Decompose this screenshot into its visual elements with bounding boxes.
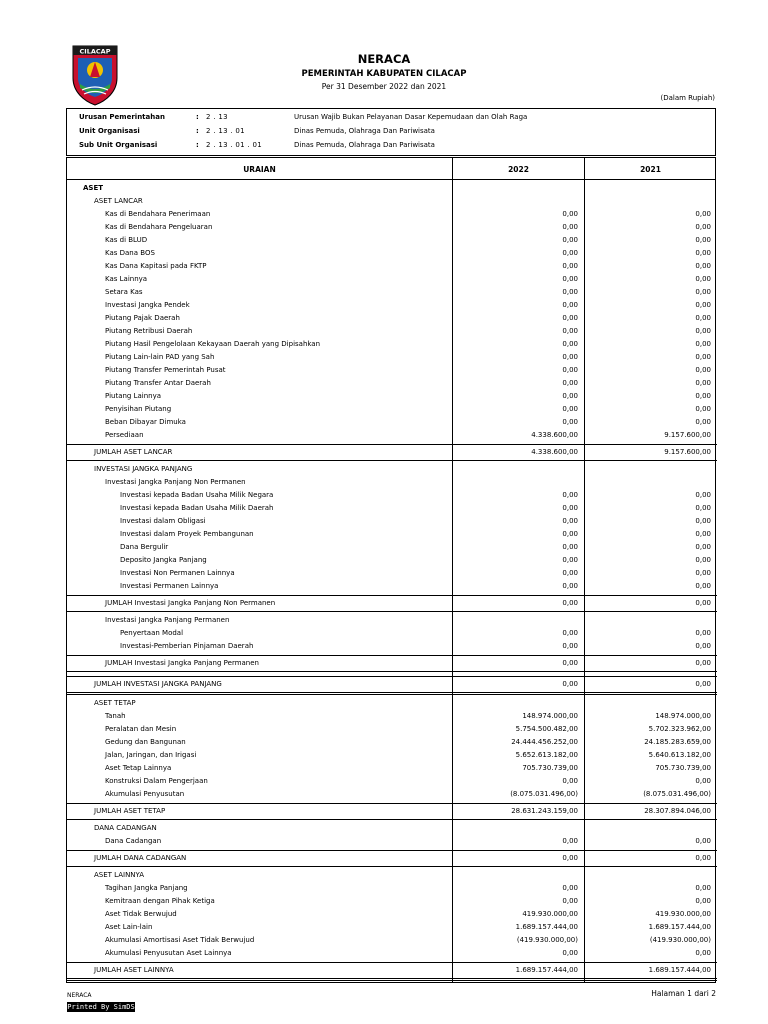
value-2022: 0,00 bbox=[562, 659, 578, 667]
table-row bbox=[67, 908, 717, 921]
row-label: JUMLAH INVESTASI JANGKA PANJANG bbox=[94, 680, 222, 688]
value-2021: 0,00 bbox=[695, 897, 711, 905]
info-row-unit bbox=[67, 127, 715, 141]
info-colon: : bbox=[196, 127, 199, 135]
row-label: Beban Dibayar Dimuka bbox=[105, 418, 186, 426]
value-2022: 0,00 bbox=[562, 379, 578, 387]
value-2021: 0,00 bbox=[695, 249, 711, 257]
value-2021: 1.689.157.444,00 bbox=[648, 966, 711, 974]
row-label: Piutang Lain-lain PAD yang Sah bbox=[105, 353, 215, 361]
table-row bbox=[67, 835, 717, 848]
value-2022: 0,00 bbox=[562, 854, 578, 862]
value-2022: 0,00 bbox=[562, 392, 578, 400]
row-label: ASET TETAP bbox=[94, 699, 136, 707]
value-2021: 705.730.739,00 bbox=[655, 764, 711, 772]
table-total-row bbox=[67, 852, 717, 865]
row-separator bbox=[67, 980, 717, 981]
row-label: Deposito Jangka Panjang bbox=[120, 556, 207, 564]
table-row bbox=[67, 580, 717, 593]
value-2021: 0,00 bbox=[695, 288, 711, 296]
value-2021: 0,00 bbox=[695, 301, 711, 309]
table-total-row bbox=[67, 964, 717, 977]
row-label: JUMLAH ASET LAINNYA bbox=[94, 966, 174, 974]
value-2022: 0,00 bbox=[562, 236, 578, 244]
table-row bbox=[67, 736, 717, 749]
value-2022: 0,00 bbox=[562, 249, 578, 257]
value-2022: 5.754.500.482,00 bbox=[515, 725, 578, 733]
table-row bbox=[67, 788, 717, 801]
table-row bbox=[67, 299, 717, 312]
value-2021: 0,00 bbox=[695, 569, 711, 577]
value-2022: 0,00 bbox=[562, 366, 578, 374]
value-2021: 0,00 bbox=[695, 642, 711, 650]
row-separator bbox=[67, 803, 717, 804]
row-separator bbox=[67, 611, 717, 612]
table-row bbox=[67, 312, 717, 325]
value-2021: 0,00 bbox=[695, 680, 711, 688]
row-label: Kas Dana BOS bbox=[105, 249, 155, 257]
row-label: Kas di Bendahara Penerimaan bbox=[105, 210, 211, 218]
row-label: JUMLAH ASET TETAP bbox=[94, 807, 166, 815]
table-header bbox=[67, 158, 715, 180]
value-2021: 0,00 bbox=[695, 777, 711, 785]
row-label: ASET LANCAR bbox=[94, 197, 143, 205]
info-row-urusan bbox=[67, 113, 715, 127]
row-label: JUMLAH ASET LANCAR bbox=[94, 448, 173, 456]
value-2021: 419.930.000,00 bbox=[655, 910, 711, 918]
document-title: NERACA bbox=[357, 52, 411, 66]
table-total-row bbox=[67, 657, 717, 670]
row-label: Tanah bbox=[105, 712, 126, 720]
row-label: Kas Lainnya bbox=[105, 275, 148, 283]
table-row bbox=[67, 749, 717, 762]
value-2021: 28.307.894.046,00 bbox=[644, 807, 711, 815]
row-label: Piutang Transfer Antar Daerah bbox=[105, 379, 211, 387]
value-2022: 0,00 bbox=[562, 897, 578, 905]
row-label: Dana Bergulir bbox=[120, 543, 169, 551]
document-period: Per 31 Desember 2022 dan 2021 bbox=[321, 82, 447, 91]
document-subtitle: PEMERINTAH KABUPATEN CILACAP bbox=[301, 69, 467, 79]
value-2022: 0,00 bbox=[562, 340, 578, 348]
balance-sheet-table bbox=[66, 157, 716, 983]
value-2021: 0,00 bbox=[695, 582, 711, 590]
info-label: Unit Organisasi bbox=[79, 127, 140, 135]
table-total-row bbox=[67, 446, 717, 459]
row-label: Piutang Transfer Pemerintah Pusat bbox=[105, 366, 226, 374]
table-row bbox=[67, 934, 717, 947]
value-2022: 0,00 bbox=[562, 680, 578, 688]
value-2022: 0,00 bbox=[562, 288, 578, 296]
info-colon: : bbox=[196, 113, 199, 121]
row-separator bbox=[67, 978, 717, 979]
row-label: Investasi Jangka Pendek bbox=[105, 301, 190, 309]
table-row bbox=[67, 463, 717, 476]
row-label: Akumulasi Penyusutan bbox=[105, 790, 185, 798]
value-2022: 0,00 bbox=[562, 569, 578, 577]
value-2021: 0,00 bbox=[695, 543, 711, 551]
table-row bbox=[67, 614, 717, 627]
info-code: 2 . 13 . 01 . 01 bbox=[206, 141, 263, 149]
value-2022: 0,00 bbox=[562, 642, 578, 650]
logo-text: CILACAP bbox=[79, 47, 111, 56]
row-label: Investasi Non Permanen Lainnya bbox=[120, 569, 235, 577]
row-label: Piutang Hasil Pengelolaan Kekayaan Daerah yang Dipisahkan bbox=[105, 340, 321, 348]
row-separator bbox=[67, 676, 717, 677]
row-label: Tagihan Jangka Panjang bbox=[105, 884, 188, 892]
footer-doc-name: NERACA bbox=[67, 992, 92, 999]
value-2022: 4.338.600,00 bbox=[531, 448, 578, 456]
value-2021: 0,00 bbox=[695, 236, 711, 244]
value-2021: 0,00 bbox=[695, 379, 711, 387]
value-2021: 0,00 bbox=[695, 556, 711, 564]
row-label: Gedung dan Bangunan bbox=[105, 738, 186, 746]
value-2022: 0,00 bbox=[562, 418, 578, 426]
table-row bbox=[67, 390, 717, 403]
info-code: 2 . 13 . 01 bbox=[206, 127, 245, 135]
organization-info-box bbox=[66, 108, 716, 156]
table-row bbox=[67, 351, 717, 364]
table-row bbox=[67, 822, 717, 835]
row-separator bbox=[67, 692, 717, 693]
value-2021: 0,00 bbox=[695, 949, 711, 957]
value-2021: 5.702.323.962,00 bbox=[648, 725, 711, 733]
row-label: Investasi kepada Badan Usaha Milik Daerah bbox=[120, 504, 274, 512]
value-2022: 0,00 bbox=[562, 837, 578, 845]
table-row bbox=[67, 541, 717, 554]
info-colon: : bbox=[196, 141, 199, 149]
row-label: Konstruksi Dalam Pengerjaan bbox=[105, 777, 208, 785]
row-label: Investasi-Pemberian Pinjaman Daerah bbox=[120, 642, 254, 650]
info-row-sub-unit bbox=[67, 141, 715, 155]
row-label: ASET bbox=[83, 184, 104, 192]
table-row bbox=[67, 762, 717, 775]
row-label: ASET LAINNYA bbox=[94, 871, 145, 879]
value-2021: 0,00 bbox=[695, 314, 711, 322]
value-2021: 24.185.283.659,00 bbox=[644, 738, 711, 746]
table-row bbox=[67, 416, 717, 429]
table-row bbox=[67, 775, 717, 788]
value-2022: 5.652.613.182,00 bbox=[515, 751, 578, 759]
row-separator bbox=[67, 460, 717, 461]
value-2022: 0,00 bbox=[562, 210, 578, 218]
row-separator bbox=[67, 671, 717, 672]
row-separator bbox=[67, 595, 717, 596]
value-2021: 0,00 bbox=[695, 884, 711, 892]
table-row bbox=[67, 476, 717, 489]
page-number: Halaman 1 dari 2 bbox=[651, 989, 716, 998]
table-row bbox=[67, 429, 717, 442]
table-row bbox=[67, 195, 717, 208]
value-2022: 0,00 bbox=[562, 327, 578, 335]
header-2022: 2022 bbox=[508, 165, 529, 174]
value-2021: 0,00 bbox=[695, 353, 711, 361]
row-label: Investasi Jangka Panjang Permanen bbox=[105, 616, 230, 624]
table-row bbox=[67, 921, 717, 934]
table-row bbox=[67, 286, 717, 299]
value-2021: 0,00 bbox=[695, 491, 711, 499]
value-2022: 0,00 bbox=[562, 629, 578, 637]
table-row bbox=[67, 640, 717, 653]
table-row bbox=[67, 554, 717, 567]
row-label: Piutang Lainnya bbox=[105, 392, 162, 400]
value-2022: 28.631.243.159,00 bbox=[511, 807, 578, 815]
value-2021: 0,00 bbox=[695, 366, 711, 374]
row-label: Akumulasi Amortisasi Aset Tidak Berwujud bbox=[105, 936, 255, 944]
row-separator bbox=[67, 866, 717, 867]
row-separator bbox=[67, 694, 717, 695]
table-row bbox=[67, 260, 717, 273]
row-separator bbox=[67, 444, 717, 445]
table-row bbox=[67, 208, 717, 221]
value-2021: 5.640.613.182,00 bbox=[648, 751, 711, 759]
value-2021: 0,00 bbox=[695, 504, 711, 512]
value-2022: (8.075.031.496,00) bbox=[510, 790, 578, 798]
row-separator bbox=[67, 962, 717, 963]
value-2022: 0,00 bbox=[562, 777, 578, 785]
value-2022: 0,00 bbox=[562, 543, 578, 551]
row-label: Kas Dana Kapitasi pada FKTP bbox=[105, 262, 207, 270]
value-2021: 0,00 bbox=[695, 405, 711, 413]
table-row bbox=[67, 377, 717, 390]
value-2022: 705.730.739,00 bbox=[522, 764, 578, 772]
value-2022: 0,00 bbox=[562, 599, 578, 607]
value-2022: 0,00 bbox=[562, 884, 578, 892]
value-2021: (8.075.031.496,00) bbox=[643, 790, 711, 798]
value-2021: 0,00 bbox=[695, 418, 711, 426]
value-2022: 1.689.157.444,00 bbox=[515, 966, 578, 974]
row-label: Aset Tidak Berwujud bbox=[105, 910, 177, 918]
value-2022: (419.930.000,00) bbox=[516, 936, 578, 944]
value-2021: 148.974.000,00 bbox=[655, 712, 711, 720]
currency-note: (Dalam Rupiah) bbox=[660, 94, 715, 102]
value-2022: 0,00 bbox=[562, 491, 578, 499]
table-row bbox=[67, 234, 717, 247]
value-2022: 0,00 bbox=[562, 301, 578, 309]
value-2021: 1.689.157.444,00 bbox=[648, 923, 711, 931]
value-2021: 0,00 bbox=[695, 275, 711, 283]
value-2022: 0,00 bbox=[562, 530, 578, 538]
row-label: INVESTASI JANGKA PANJANG bbox=[94, 465, 193, 473]
table-row bbox=[67, 221, 717, 234]
value-2021: 0,00 bbox=[695, 340, 711, 348]
value-2022: 1.689.157.444,00 bbox=[515, 923, 578, 931]
row-label: Piutang Pajak Daerah bbox=[105, 314, 180, 322]
row-label: Piutang Retribusi Daerah bbox=[105, 327, 193, 335]
table-row bbox=[67, 710, 717, 723]
value-2021: 0,00 bbox=[695, 854, 711, 862]
row-label: Kemitraan dengan Pihak Ketiga bbox=[105, 897, 215, 905]
value-2022: 0,00 bbox=[562, 262, 578, 270]
value-2022: 0,00 bbox=[562, 223, 578, 231]
value-2021: 0,00 bbox=[695, 629, 711, 637]
table-row bbox=[67, 895, 717, 908]
row-separator bbox=[67, 655, 717, 656]
value-2021: 0,00 bbox=[695, 837, 711, 845]
row-label: Setara Kas bbox=[105, 288, 143, 296]
table-row bbox=[67, 182, 717, 195]
row-label: Kas di BLUD bbox=[105, 236, 148, 244]
info-desc: Dinas Pemuda, Olahraga Dan Pariwisata bbox=[294, 127, 435, 135]
row-label: JUMLAH Investasi Jangka Panjang Permanen bbox=[105, 659, 259, 667]
table-row bbox=[67, 273, 717, 286]
value-2021: 0,00 bbox=[695, 223, 711, 231]
value-2022: 24.444.456.252,00 bbox=[511, 738, 578, 746]
value-2021: 9.157.600,00 bbox=[664, 448, 711, 456]
row-label: Penyisihan Piutang bbox=[105, 405, 172, 413]
row-label: Aset Lain-lain bbox=[105, 923, 153, 931]
value-2022: 148.974.000,00 bbox=[522, 712, 578, 720]
value-2022: 0,00 bbox=[562, 517, 578, 525]
table-row bbox=[67, 627, 717, 640]
info-label: Sub Unit Organisasi bbox=[79, 141, 158, 149]
value-2022: 0,00 bbox=[562, 556, 578, 564]
value-2022: 0,00 bbox=[562, 275, 578, 283]
table-total-row bbox=[67, 597, 717, 610]
row-label: Penyertaan Modal bbox=[120, 629, 184, 637]
table-row bbox=[67, 528, 717, 541]
table-row bbox=[67, 697, 717, 710]
printed-by-stamp: Printed By SimDS bbox=[67, 1003, 135, 1011]
table-row bbox=[67, 364, 717, 377]
table-row bbox=[67, 325, 717, 338]
table-row bbox=[67, 869, 717, 882]
row-label: DANA CADANGAN bbox=[94, 824, 157, 832]
value-2022: 419.930.000,00 bbox=[522, 910, 578, 918]
value-2022: 0,00 bbox=[562, 314, 578, 322]
value-2021: 0,00 bbox=[695, 659, 711, 667]
row-label: JUMLAH DANA CADANGAN bbox=[94, 854, 187, 862]
value-2022: 0,00 bbox=[562, 405, 578, 413]
table-row bbox=[67, 247, 717, 260]
row-separator bbox=[67, 819, 717, 820]
row-label: Kas di Bendahara Pengeluaran bbox=[105, 223, 213, 231]
value-2021: 0,00 bbox=[695, 210, 711, 218]
value-2021: (419.930.000,00) bbox=[649, 936, 711, 944]
row-label: Jalan, Jaringan, dan Irigasi bbox=[105, 751, 197, 759]
value-2022: 0,00 bbox=[562, 504, 578, 512]
row-label: Aset Tetap Lainnya bbox=[105, 764, 172, 772]
value-2021: 0,00 bbox=[695, 530, 711, 538]
table-total-row bbox=[67, 805, 717, 818]
info-label: Urusan Pemerintahan bbox=[79, 113, 165, 121]
row-label: Investasi dalam Obligasi bbox=[120, 517, 206, 525]
info-desc: Urusan Wajib Bukan Pelayanan Dasar Kepemudaan dan Olah Raga bbox=[294, 113, 528, 121]
value-2022: 0,00 bbox=[562, 353, 578, 361]
row-label: JUMLAH Investasi Jangka Panjang Non Permanen bbox=[105, 599, 276, 607]
info-desc: Dinas Pemuda, Olahraga Dan Pariwisata bbox=[294, 141, 435, 149]
row-label: Investasi dalam Proyek Pembangunan bbox=[120, 530, 254, 538]
row-separator bbox=[67, 850, 717, 851]
row-label: Akumulasi Penyusutan Aset Lainnya bbox=[105, 949, 232, 957]
table-row bbox=[67, 947, 717, 960]
value-2021: 0,00 bbox=[695, 262, 711, 270]
table-total-row bbox=[67, 678, 717, 691]
value-2022: 0,00 bbox=[562, 582, 578, 590]
table-row bbox=[67, 338, 717, 351]
row-label: Investasi kepada Badan Usaha Milik Negara bbox=[120, 491, 274, 499]
table-row bbox=[67, 723, 717, 736]
table-row bbox=[67, 515, 717, 528]
value-2022: 0,00 bbox=[562, 949, 578, 957]
value-2021: 0,00 bbox=[695, 392, 711, 400]
table-row bbox=[67, 567, 717, 580]
info-code: 2 . 13 bbox=[206, 113, 228, 121]
row-label: Investasi Jangka Panjang Non Permanen bbox=[105, 478, 246, 486]
value-2021: 0,00 bbox=[695, 327, 711, 335]
table-row bbox=[67, 502, 717, 515]
row-label: Peralatan dan Mesin bbox=[105, 725, 177, 733]
value-2021: 0,00 bbox=[695, 517, 711, 525]
table-row bbox=[67, 403, 717, 416]
value-2021: 0,00 bbox=[695, 599, 711, 607]
table-row bbox=[67, 882, 717, 895]
value-2022: 4.338.600,00 bbox=[531, 431, 578, 439]
row-label: Dana Cadangan bbox=[105, 837, 162, 845]
table-row bbox=[67, 489, 717, 502]
row-label: Persediaan bbox=[105, 431, 144, 439]
header-uraian: URAIAN bbox=[243, 165, 276, 174]
header-2021: 2021 bbox=[640, 165, 661, 174]
value-2021: 9.157.600,00 bbox=[664, 431, 711, 439]
row-label: Investasi Permanen Lainnya bbox=[120, 582, 219, 590]
